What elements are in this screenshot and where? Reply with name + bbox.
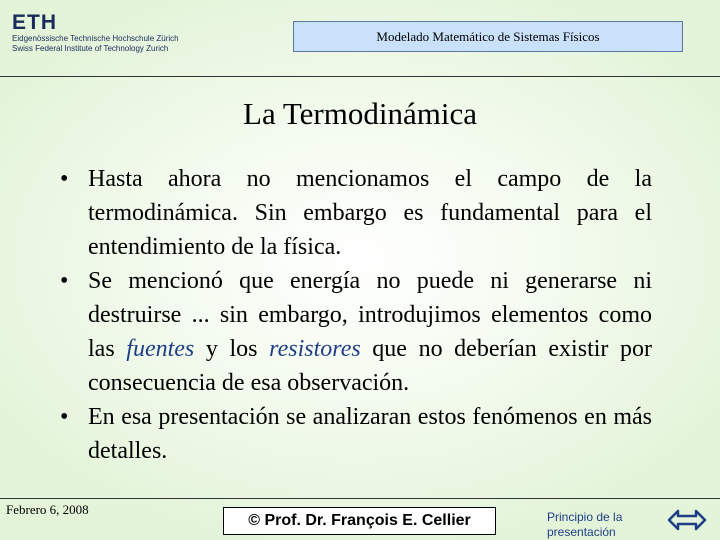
bullet-text-part: que no deberían existir por consecuencia de esa observación. xyxy=(88,336,653,396)
bullet-text xyxy=(88,268,652,396)
nav-start-link[interactable]: Principio de la presentación xyxy=(547,510,623,539)
course-title: Modelado Matemático de Sistemas Físicos xyxy=(376,29,600,44)
bullet-text-part: y los xyxy=(194,336,270,362)
author-credit xyxy=(223,507,496,535)
double-arrow-icon-graphic xyxy=(667,508,707,532)
bullet-text: Hasta ahora no mencionamos el campo de la termodinámica. Sin embargo es fundamental para el entendimiento de la física. xyxy=(88,166,652,260)
bullet-item xyxy=(60,162,652,264)
course-title-box xyxy=(293,21,683,52)
bullet-item xyxy=(60,400,652,468)
footer-date: Febrero 6, 2008 xyxy=(6,502,89,517)
author-credit-text: © Prof. Dr. François E. Cellier xyxy=(248,512,471,529)
header-divider xyxy=(0,76,720,77)
double-arrow-icon[interactable] xyxy=(667,508,707,532)
bullet-item xyxy=(60,264,652,400)
eth-logo-line-2: Swiss Federal Institute of Technology Zurich xyxy=(12,44,169,53)
footer-divider xyxy=(0,498,720,499)
emphasis-fuentes: fuentes xyxy=(126,336,195,362)
bullet-marker: • xyxy=(60,268,69,294)
bullet-marker: • xyxy=(60,404,69,430)
bullet-marker: • xyxy=(60,166,69,192)
eth-logo-line-1: Eidgenössische Technische Hochschule Zürich xyxy=(12,34,179,43)
bullet-text: En esa presentación se analizaran estos fenómenos en más detalles. xyxy=(88,404,652,464)
bullet-list xyxy=(60,162,652,468)
eth-logo xyxy=(12,12,202,54)
bullet-text-part: Se mencionó que energía no puede ni generarse ni destruirse ... sin embargo, introdujimos elementos como las xyxy=(88,268,652,362)
slide-title: La Termodinámica xyxy=(243,96,477,131)
eth-logo-mark: ETH xyxy=(12,11,57,34)
emphasis-resistores: resistores xyxy=(269,336,361,362)
